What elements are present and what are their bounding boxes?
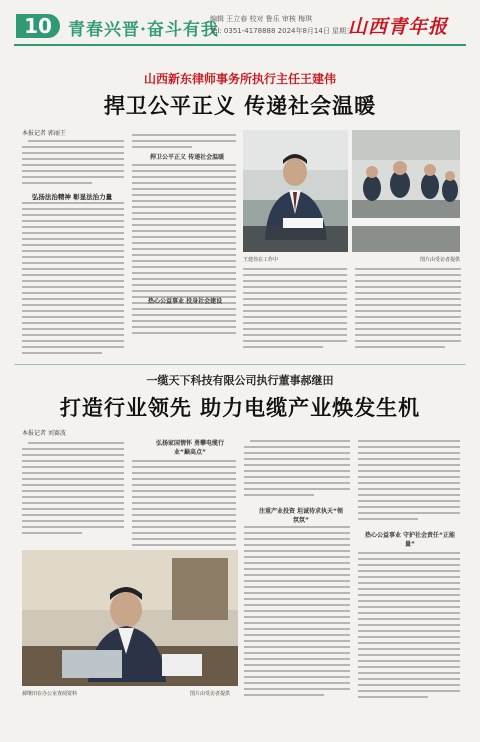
- article1-column-1-text: [22, 138, 126, 360]
- article1-section-head-2: 捍卫公平正义 传递社会温暖: [150, 154, 225, 161]
- article1-columns-3-4-text: [243, 266, 461, 352]
- article1-photo-main: [243, 130, 348, 252]
- article2-byline: 本报记者 刘赛波: [22, 430, 66, 437]
- article2-column-3-text: [244, 524, 352, 704]
- page-number: 10: [16, 14, 60, 38]
- article2-section-head-2: 注重产业投资 坦诚待求执天“领氛氛”: [258, 508, 344, 524]
- editor-line: 编辑 王立春 校对 鲁乐 审核 梅琪: [210, 15, 313, 23]
- article1-byline: 本报记者 郭丽王: [22, 130, 66, 137]
- header-rule: [14, 44, 466, 46]
- article2-kicker: 一缆天下科技有限公司执行董事郝继田: [146, 374, 334, 387]
- article-separator: [14, 364, 466, 365]
- article1-column-2-text: [132, 132, 238, 342]
- article2-column-3-text-top: [244, 438, 352, 498]
- article2-photo-credit: 图片由受访者提供: [190, 691, 231, 697]
- page-header: [0, 0, 480, 44]
- article2-photo-caption: 郝继田在办公室查阅资料: [22, 691, 78, 697]
- newspaper-logo: 山西青年报: [348, 16, 449, 38]
- article2-column-4-text: [358, 550, 462, 704]
- article2-column-1-text: [22, 440, 126, 544]
- article2-column-4-text-top: [358, 438, 462, 522]
- article1-photo-caption: 王建伟在工作中: [243, 257, 279, 263]
- article1-section-head: 弘扬法治精神 彰显法治力量: [31, 193, 113, 202]
- article1-photo-credit: 图片由受访者提供: [420, 257, 461, 263]
- article1-section-head-3: 热心公益事业 投身社会建设: [148, 298, 223, 305]
- article1-photo-meeting: [352, 130, 460, 252]
- article2-section-head-1: 弘扬家国情怀 勇攀电缆行业“巅高点”: [155, 440, 225, 456]
- article2-photo-main: [22, 550, 238, 686]
- article2-headline: 打造行业领先 助力电缆产业焕发生机: [59, 396, 421, 420]
- article2-section-head-3: 热心公益事业 守护社会责任“正能量”: [364, 532, 456, 548]
- contact-line: Tel: 0351-4178888 2024年8月14日 星期三: [210, 27, 354, 35]
- column-name: 青春兴晋·奋斗有我: [68, 20, 219, 40]
- article1-headline: 捍卫公平正义 传递社会温暖: [103, 94, 377, 118]
- article1-kicker: 山西新东律师事务所执行主任王建伟: [143, 72, 336, 86]
